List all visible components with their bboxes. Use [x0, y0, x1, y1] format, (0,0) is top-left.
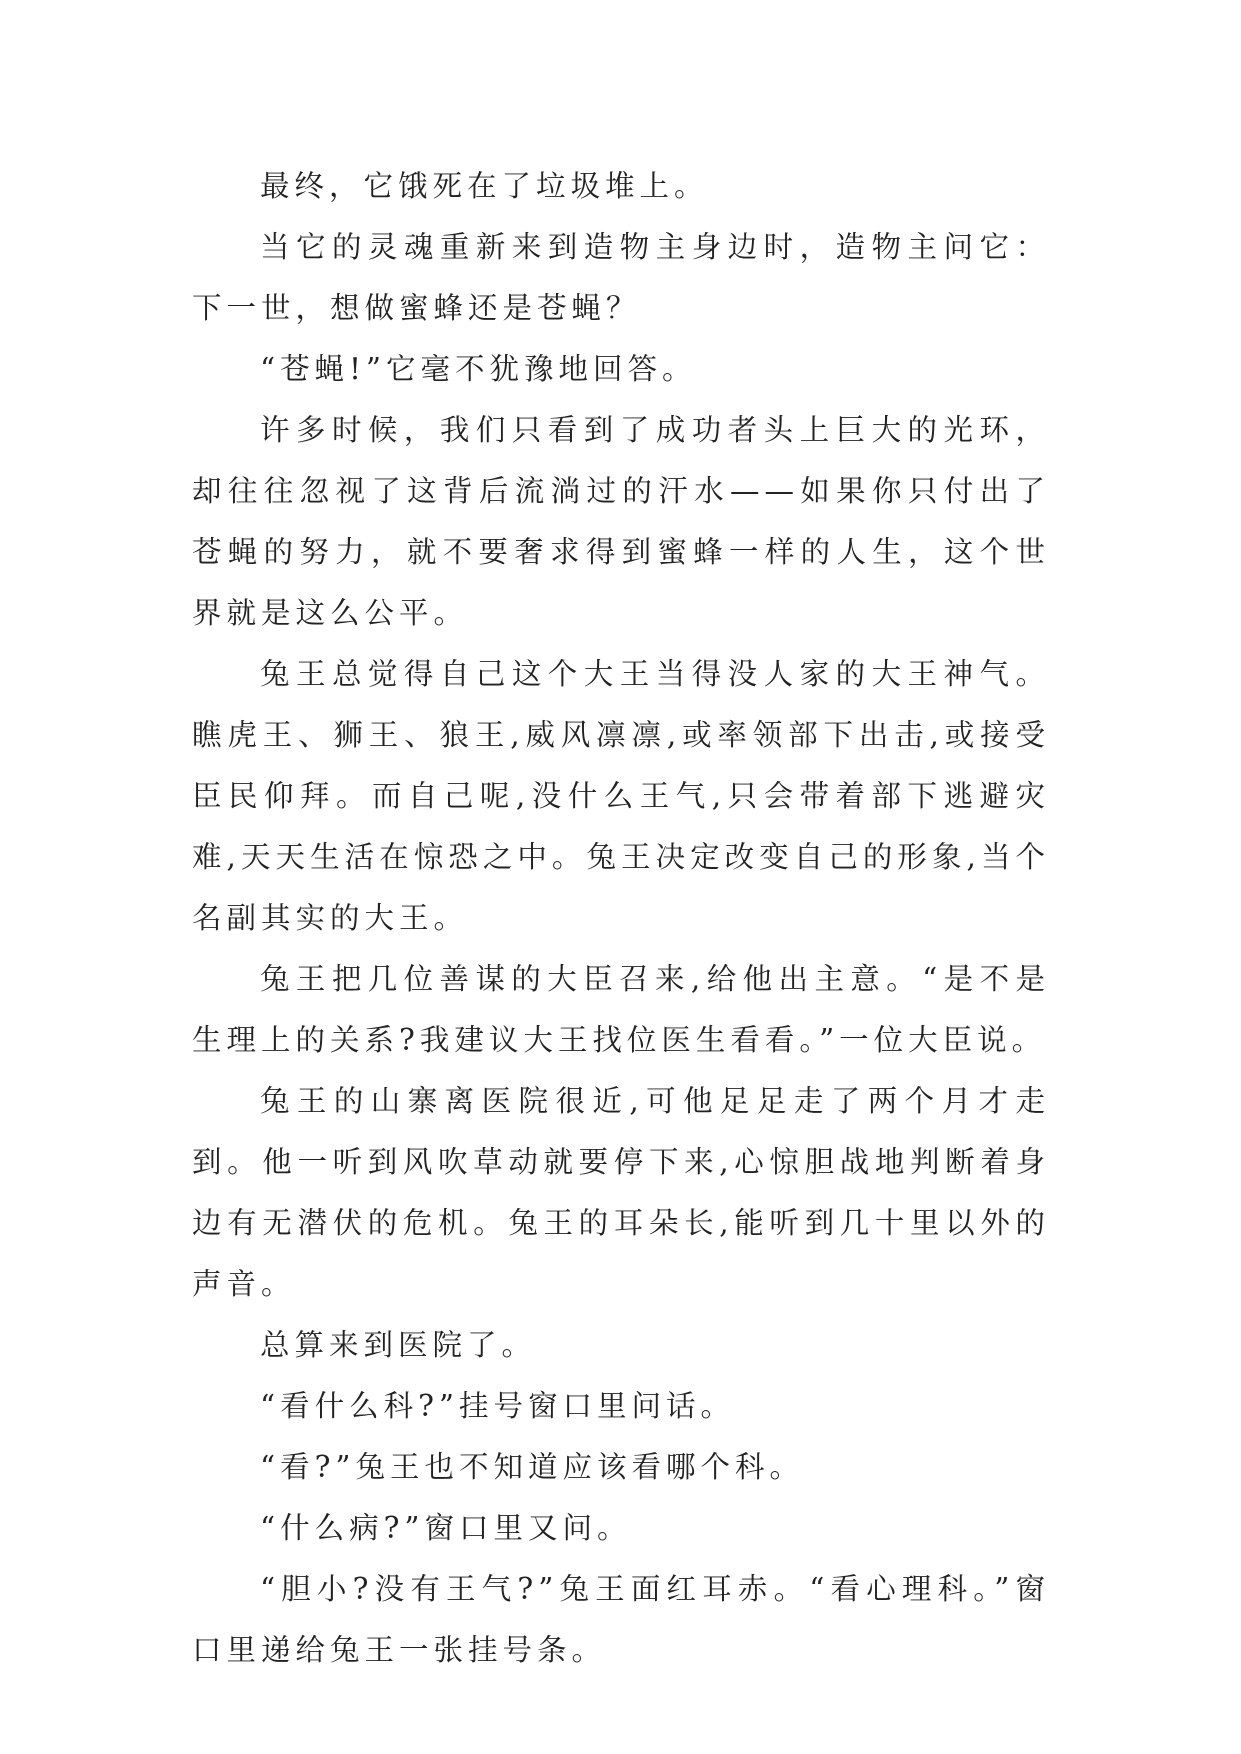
paragraph: 兔王总觉得自己这个大王当得没人家的大王神气。瞧虎王、狮王、狼王,威风凛凛,或率领部下出击,或接受臣民仰拜。而自己呢,没什么王气,只会带着部下逃避灾难,天天生活在惊恐之中。兔王决定改变自己的形象,当个名副其实的大王。 [192, 657, 1050, 935]
paragraph: 许多时候，我们只看到了成功者头上巨大的光环，却往往忽视了这背后流淌过的汗水——如果你只付出了苍蝇的努力，就不要奢求得到蜜蜂一样的人生，这个世界就是这么公平。 [192, 413, 1050, 630]
paragraph: 最终，它饿死在了垃圾堆上。 [260, 169, 709, 203]
paragraph: “苍蝇!”它毫不犹豫地回答。 [260, 352, 697, 386]
paragraph: 当它的灵魂重新来到造物主身边时，造物主问它：下一世，想做蜜蜂还是苍蝇？ [192, 230, 1050, 325]
paragraph: “看?”兔王也不知道应该看哪个科。 [260, 1450, 804, 1484]
paragraph: 兔王的山寨离医院很近,可他足足走了两个月才走到。他一听到风吹草动就要停下来,心惊胆战地判断着身边有无潜伏的危机。兔王的耳朵长,能听到几十里以外的声音。 [192, 1084, 1050, 1301]
paragraph: 总算来到医院了。 [260, 1328, 537, 1362]
paragraph: 兔王把几位善谋的大臣召来,给他出主意。“是不是生理上的关系?我建议大王找位医生看看。”一位大臣说。 [192, 962, 1050, 1057]
body-text [192, 156, 1050, 1681]
paragraph: “胆小?没有王气?”兔王面红耳赤。“看心理科。”窗口里递给兔王一张挂号条。 [192, 1572, 1050, 1667]
paragraph: “看什么科?”挂号窗口里问话。 [260, 1389, 735, 1423]
paragraph: “什么病?”窗口里又问。 [260, 1511, 632, 1545]
